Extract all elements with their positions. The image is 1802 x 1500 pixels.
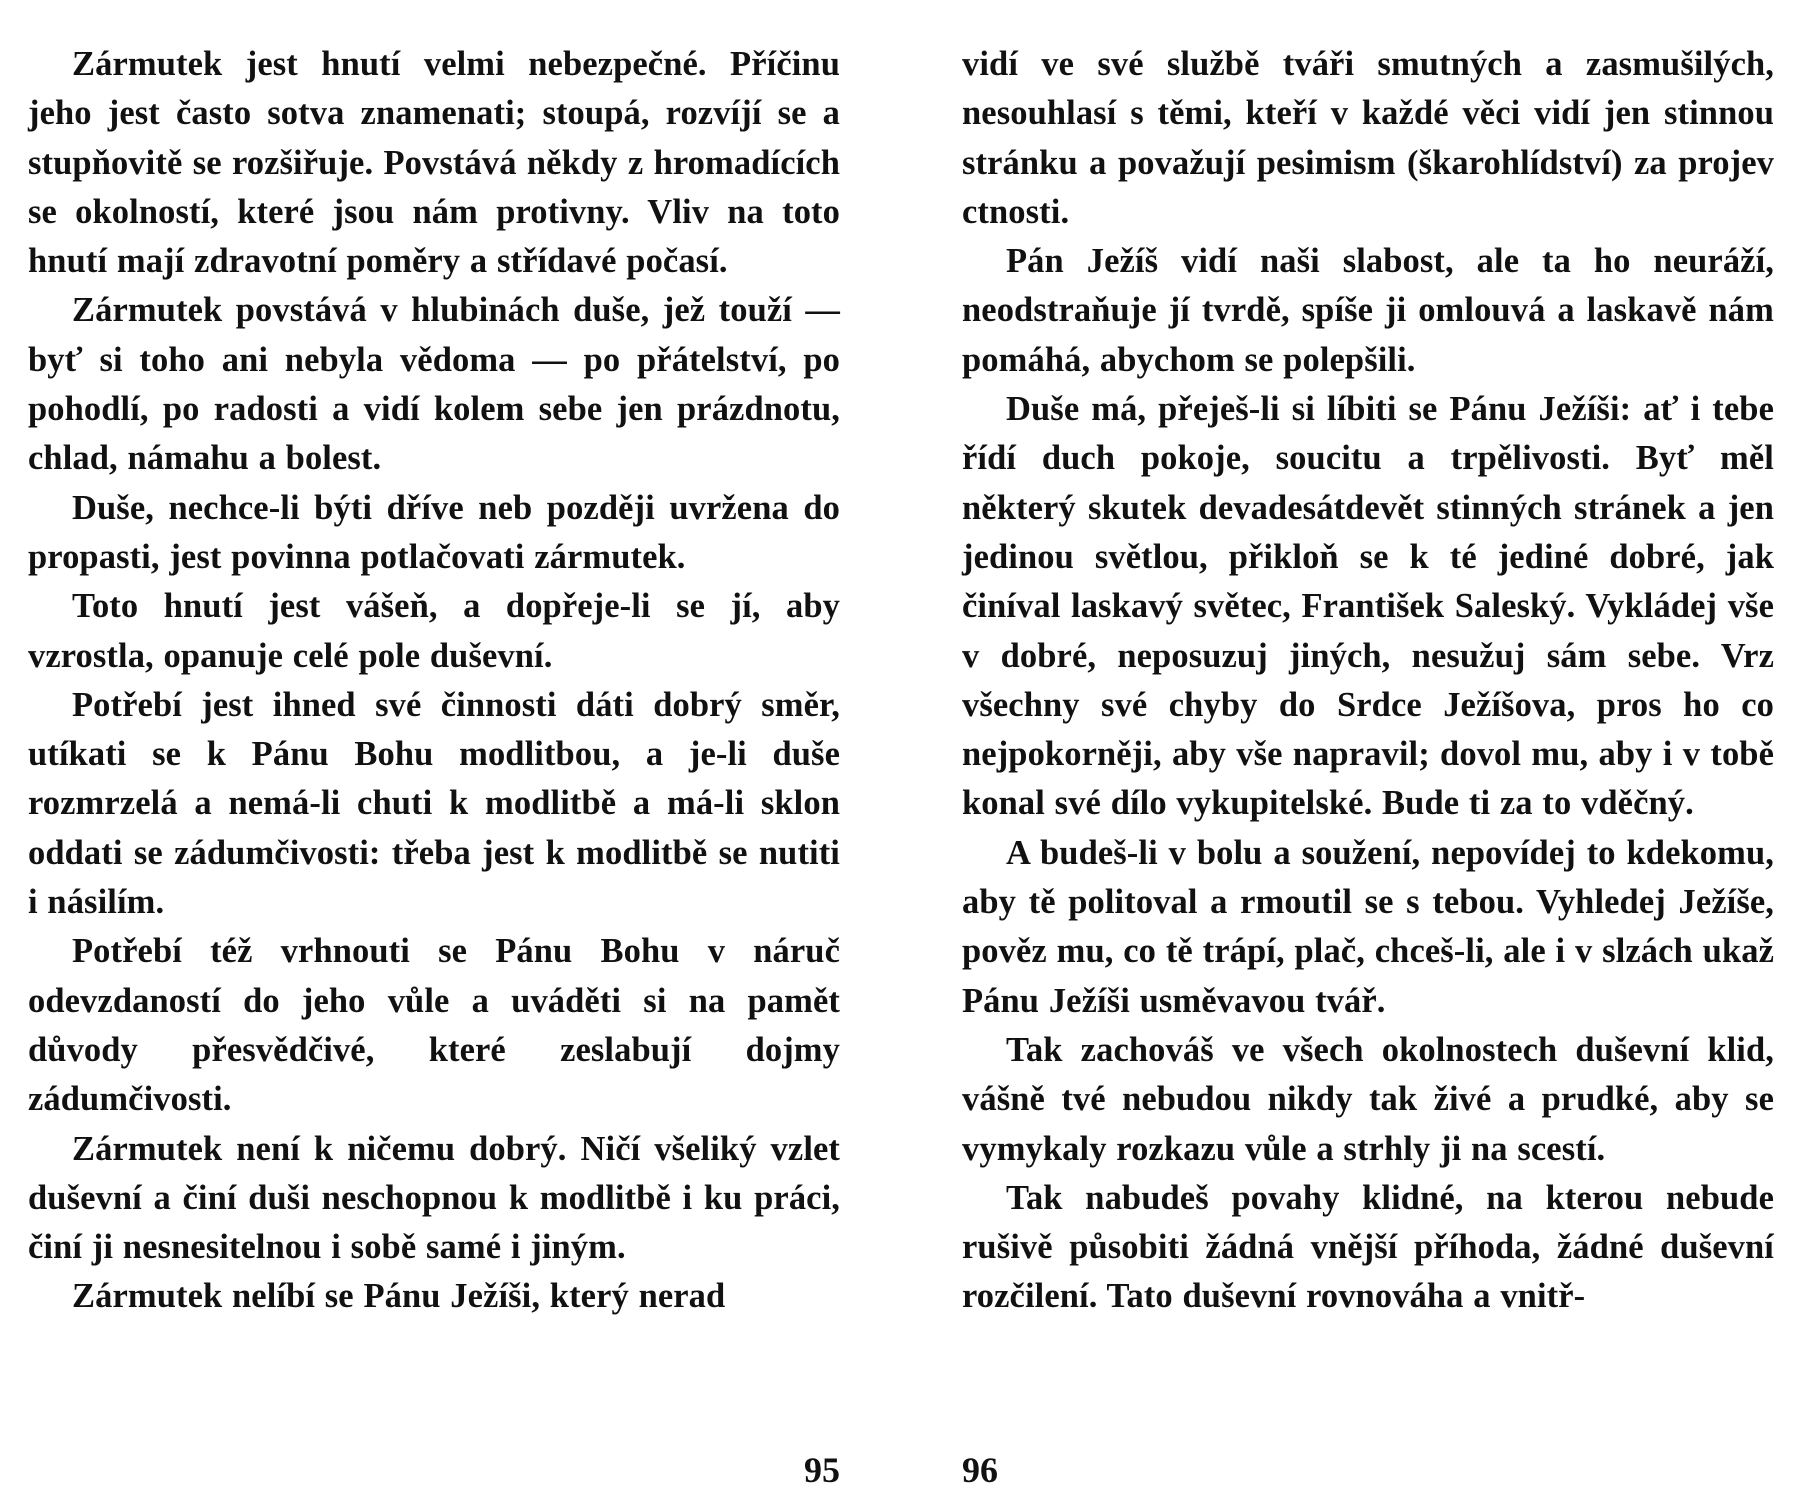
left-page-text [28,40,840,1322]
page-number: 96 [962,1450,998,1490]
paragraph: Tak zachováš ve všech okolnostech duševní klid, vášně tvé nebudou nikdy tak živé a prudké, aby se vymykaly rozkazu vůle a strhly ji na scestí. [962,1030,1774,1168]
paragraph: Duše má, přeješ-li si líbiti se Pánu Ježíši: ať i tebe řídí duch pokoje, soucitu a trpělivosti. Byť měl některý skutek devadesátdevět stinných stránek a jen jedinou světlou, přikloň se k té jediné dobré, jak činíval laskavý světec, František Saleský. Vykládej vše v dobré, neposuzuj jiných, nesužuj sám sebe. Vrz všechny své chyby do Srdce Ježíšova, pros ho co nejpokorněji, aby vše napravil; dovol mu, aby i v tobě konal své dílo vykupitelské. Bude ti za to vděčný. [962,390,1774,823]
paragraph: Zármutek jest hnutí velmi nebezpečné. Příčinu jeho jest často sotva znamenati; stoupá, rozvíjí se a stupňovitě se rozšiřuje. Povstává někdy z hromadících se okolností, které jsou nám protivny. Vliv na toto hnutí mají zdravotní poměry a střídavé počasí. [28,45,840,281]
paragraph: Pán Ježíš vidí naši slabost, ale ta ho neuráží, neodstraňuje jí tvrdě, spíše ji omlouvá a laskavě nám pomáhá, abychom se polepšili. [962,242,1774,379]
paragraph: Duše, nechce-li býti dříve neb později uvržena do propasti, jest povinna potlačovati zármutek. [28,488,840,576]
paragraph: Toto hnutí jest vášeň, a dopřeje-li se jí, aby vzrostla, opanuje celé pole duševní. [28,587,840,675]
page-number: 95 [804,1450,840,1490]
paragraph: Zármutek povstává v hlubinách duše, jež touží — byť si toho ani nebyla vědoma — po přátelství, po pohodlí, po radosti a vidí kolem sebe jen prázdnotu, chlad, námahu a bolest. [28,291,840,478]
paragraph: Tak nabudeš povahy klidné, na kterou nebude rušivě působiti žádná vnější příhoda, žádné duševní rozčilení. Tato duševní rovnováha a vnitř- [962,1178,1774,1316]
paragraph: Potřebí jest ihned své činnosti dáti dobrý směr, utíkati se k Pánu Bohu modlitbou, a je-li duše rozmrzelá a nemá-li chuti k modlitbě a má-li sklon oddati se zádumčivosti: třeba jest k modlitbě se nutiti i násilím. [28,685,840,922]
right-page [962,40,1774,1490]
right-page-text [962,40,1774,1322]
paragraph: Zármutek není k ničemu dobrý. Ničí všeliký vzlet duševní a činí duši neschopnou k modlitbě i ku práci, činí ji nesnesitelnou i sobě samé i jiným. [28,1129,840,1267]
paragraph: Potřebí též vrhnouti se Pánu Bohu v náruč odevzdaností do jeho vůle a uváděti si na pamět důvody přesvědčivé, které zeslabují dojmy zádumčivosti. [28,932,840,1119]
paragraph-continuation: vidí ve své službě tváři smutných a zasmušilých, nesouhlasí s těmi, kteří v každé věci vidí jen stinnou stránku a považují pesimism (škarohlídství) za projev ctnosti. [962,45,1774,231]
paragraph: Zármutek nelíbí se Pánu Ježíši, který nerad [72,1277,726,1316]
paragraph: A budeš-li v bolu a soužení, nepovídej to kdekomu, aby tě politoval a rmoutil se s tebou. Vyhledej Ježíše, pověz mu, co tě trápí, plač, chceš-li, ale i v slzách ukaž Pánu Ježíši usměvavou tvář. [962,833,1774,1020]
left-page [28,40,840,1490]
